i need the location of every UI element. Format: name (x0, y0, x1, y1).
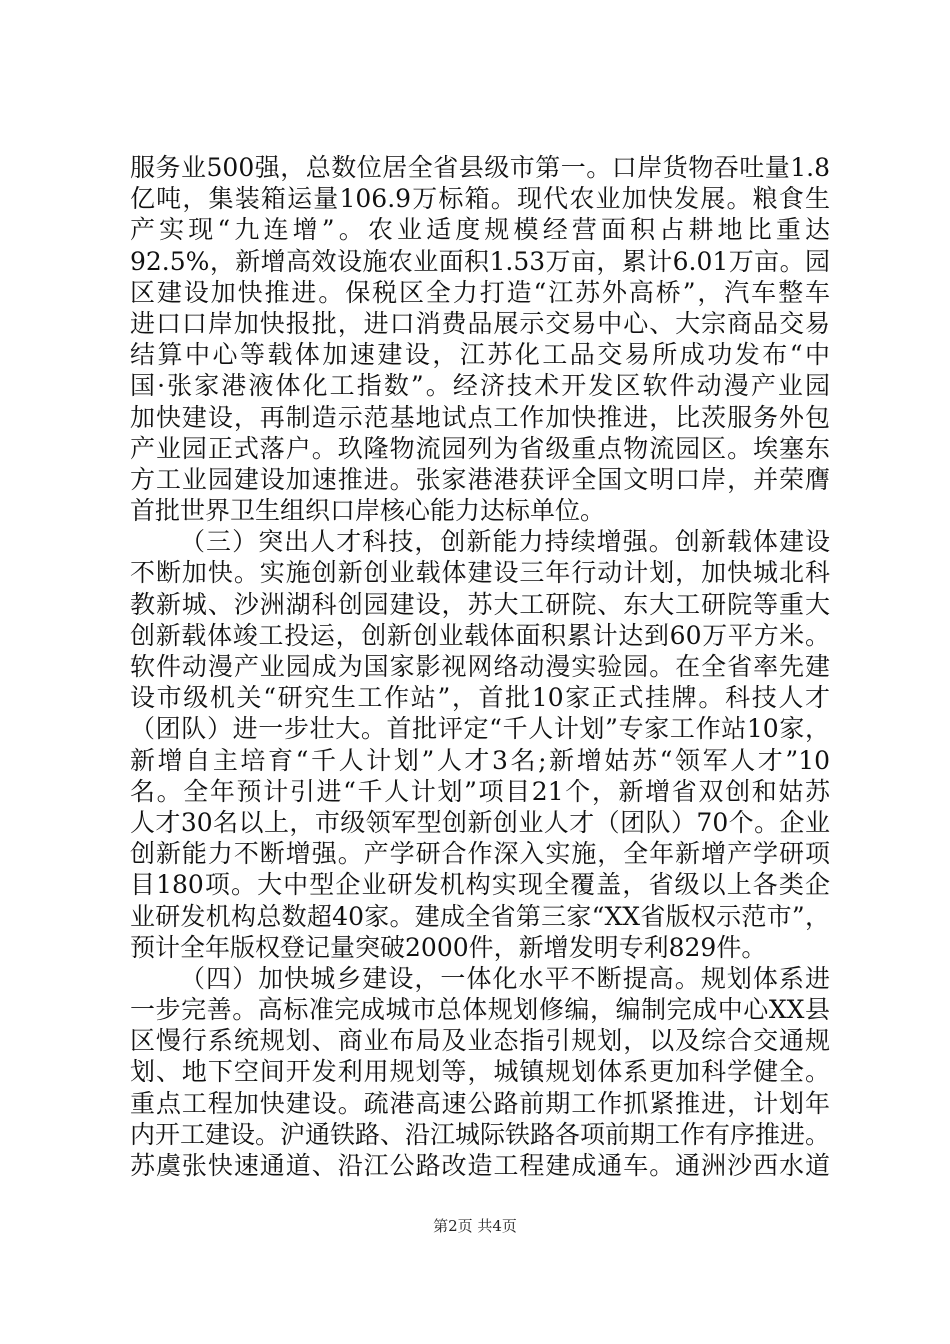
text-line: 设市级机关“研究生工作站”，首批10家正式挂牌。科技人才 (130, 683, 830, 713)
text-line: 加快建设，再制造示范基地试点工作加快推进，比茨服务外包 (130, 402, 830, 432)
text-line: 不断加快。实施创新创业载体建设三年行动计划，加快城北科 (130, 558, 830, 588)
text-line: 业研发机构总数超40家。建成全省第三家“XX省版权示范市”， (130, 901, 830, 931)
text-line: 创新载体竣工投运，创新创业载体面积累计达到60万平方米。 (130, 620, 830, 650)
text-line: （三）突出人才科技，创新能力持续增强。创新载体建设 (180, 527, 830, 557)
document-body (130, 152, 830, 1181)
text-line: 结算中心等载体加速建设，江苏化工品交易所成功发布“中 (130, 340, 830, 370)
text-line: 区慢行系统规划、商业布局及业态指引规划，以及综合交通规 (130, 1026, 830, 1056)
text-line: 首批世界卫生组织口岸核心能力达标单位。 (130, 496, 606, 526)
text-line: 新增自主培育“千人计划”人才3名;新增姑苏“领军人才”10 (130, 745, 830, 775)
text-line: 名。全年预计引进“千人计划”项目21个，新增省双创和姑苏 (130, 776, 830, 806)
text-line: 重点工程加快建设。疏港高速公路前期工作抓紧推进，计划年 (130, 1088, 830, 1118)
text-line: 创新能力不断增强。产学研合作深入实施，全年新增产学研项 (130, 839, 830, 869)
text-line: 亿吨，集装箱运量106.9万标箱。现代农业加快发展。粮食生 (130, 184, 830, 214)
text-line: 服务业500强，总数位居全省县级市第一。口岸货物吞吐量1.8 (130, 153, 830, 182)
text-line: 方工业园建设加速推进。张家港港获评全国文明口岸，并荣膺 (130, 464, 830, 494)
text-line: 教新城、沙洲湖科创园建设，苏大工研院、东大工研院等重大 (130, 589, 830, 619)
text-line: 目180项。大中型企业研发机构实现全覆盖，省级以上各类企 (130, 870, 830, 900)
page-number-footer: 第2页 共4页 (433, 1217, 517, 1235)
text-line: 苏虞张快速通道、沿江公路改造工程建成通车。通洲沙西水道 (130, 1151, 830, 1180)
text-line: 一步完善。高标准完成城市总体规划修编，编制完成中心XX县 (130, 995, 830, 1025)
text-line: （四）加快城乡建设，一体化水平不断提高。规划体系进 (180, 963, 830, 993)
text-line: 划、地下空间开发利用规划等，城镇规划体系更加科学健全。 (130, 1057, 830, 1087)
text-line: 产业园正式落户。玖隆物流园列为省级重点物流园区。埃塞东 (130, 433, 830, 463)
text-line: 预计全年版权登记量突破2000件，新增发明专利829件。 (130, 932, 767, 962)
text-line: 92.5%，新增高效设施农业面积1.53万亩，累计6.01万亩。园 (130, 246, 830, 276)
text-line: 人才30名以上，市级领军型创新创业人才（团队）70个。企业 (130, 807, 830, 837)
text-line: 软件动漫产业园成为国家影视网络动漫实验园。在全省率先建 (130, 652, 830, 681)
text-line: 内开工建设。沪通铁路、沿江城际铁路各项前期工作有序推进。 (130, 1119, 830, 1149)
text-line: 区建设加快推进。保税区全力打造“江苏外高桥”，汽车整车 (130, 277, 830, 307)
text-line: 国·张家港液体化工指数”。经济技术开发区软件动漫产业园 (130, 371, 830, 401)
text-line: 进口口岸加快报批，进口消费品展示交易中心、大宗商品交易 (130, 308, 830, 338)
text-line: （团队）进一步壮大。首批评定“千人计划”专家工作站10家， (130, 714, 830, 744)
text-line: 产实现“九连增”。农业适度规模经营面积占耕地比重达 (130, 215, 830, 245)
